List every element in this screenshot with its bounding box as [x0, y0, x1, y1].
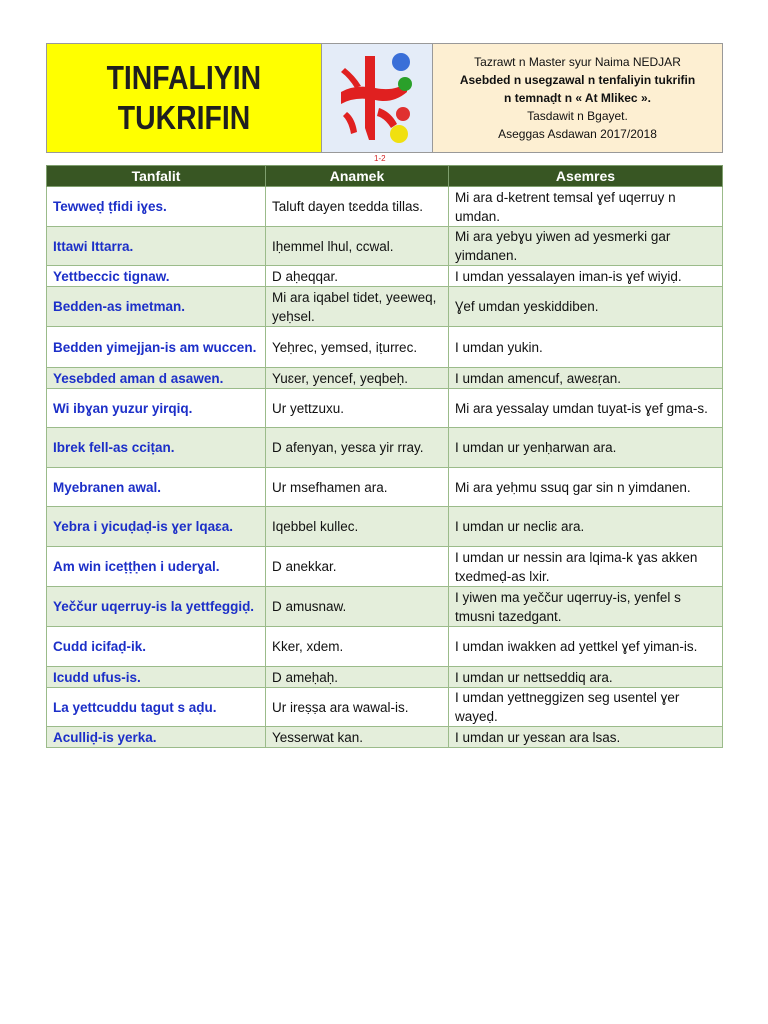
column-header: Anamek [266, 166, 449, 187]
table-row [47, 667, 723, 688]
term-cell: Yebra i yicuḍaḍ-is ɣer lqaɛa. [47, 507, 266, 547]
meaning-cell: Ur yettzuxu. [266, 389, 449, 428]
table-row [47, 389, 723, 428]
meaning-cell: D aḥeqqar. [266, 266, 449, 287]
usage-cell: I umdan ur yesɛan ara lsas. [449, 727, 723, 748]
term-cell: Ibrek fell-as cciṭan. [47, 428, 266, 468]
title-box [47, 44, 322, 152]
usage-cell: I umdan yukin. [449, 327, 723, 368]
table-row [47, 468, 723, 507]
table-row [47, 187, 723, 227]
info-line: Tazrawt n Master syur Naima NEDJAR [474, 55, 681, 69]
term-cell: Myebranen awal. [47, 468, 266, 507]
term-cell: La yettcuddu tagut s aḍu. [47, 688, 266, 727]
meaning-cell: Mi ara iqabel tidet, yeeweq, yeḥsel. [266, 287, 449, 327]
meaning-cell: D ameḥaḥ. [266, 667, 449, 688]
usage-cell: Ɣef umdan yeskiddiben. [449, 287, 723, 327]
usage-cell: I umdan amencuf, aweɛṛan. [449, 368, 723, 389]
table-row [47, 368, 723, 389]
term-cell: Yettbeccic tignaw. [47, 266, 266, 287]
meaning-cell: Iḥemmel lhul, ccwal. [266, 227, 449, 266]
page-number: 1-2 [374, 154, 386, 163]
usage-cell: Mi ara d-ketrent temsal ɣef uqerruy n umdan. [449, 187, 723, 227]
column-header: Asemres [449, 166, 723, 187]
usage-cell: I umdan yessalayen iman-is ɣef wiyiḍ. [449, 266, 723, 287]
column-header: Tanfalit [47, 166, 266, 187]
table-row [47, 587, 723, 627]
info-line: n temnaḍt n « At Mlikec ». [504, 91, 651, 105]
table-row [47, 428, 723, 468]
table-header-row [47, 166, 723, 187]
info-line: Aseggas Asdawan 2017/2018 [498, 127, 657, 141]
usage-cell: I umdan iwakken ad yettkel ɣef yiman-is. [449, 627, 723, 667]
thesis-info [433, 44, 722, 152]
term-cell: Bedden-as imetman. [47, 287, 266, 327]
info-line: Asebded n usegzawal n tenfaliyin tukrifin [459, 73, 696, 87]
usage-cell: Mi ara yessalay umdan tuyat-is ɣef gma-s. [449, 389, 723, 428]
term-cell: Bedden yimejjan-is am wuccen. [47, 327, 266, 368]
term-cell: Ittawi Ittarra. [47, 227, 266, 266]
meaning-cell: Yuɛer, yencef, yeqbeḥ. [266, 368, 449, 389]
table-row [47, 547, 723, 587]
table-row [47, 507, 723, 547]
usage-cell: I umdan yettneggizen seg usentel ɣer wayeḍ. [449, 688, 723, 727]
usage-cell: I umdan ur nessin ara lqima-k ɣas akken txedmeḍ-as lxir. [449, 547, 723, 587]
usage-cell: I umdan ur yenḥarwan ara. [449, 428, 723, 468]
usage-cell: I yiwen ma yeččur uqerruy-is, yenfel s tmusni tazedgant. [449, 587, 723, 627]
tifinagh-logo-icon [335, 48, 419, 148]
meaning-cell: Yeḥrec, yemsed, iṭurrec. [266, 327, 449, 368]
meaning-cell: D anekkar. [266, 547, 449, 587]
document-header [46, 43, 723, 153]
usage-cell: I umdan ur nettseddiq ara. [449, 667, 723, 688]
usage-cell: I umdan ur necliɛ ara. [449, 507, 723, 547]
title-line-1: TINFALIYIN [106, 59, 262, 96]
meaning-cell: Iqebbel kullec. [266, 507, 449, 547]
table-row [47, 287, 723, 327]
term-cell: Am win iceṭṭḥen i uderɣal. [47, 547, 266, 587]
meaning-cell: Kker, xdem. [266, 627, 449, 667]
table-row [47, 688, 723, 727]
table-row [47, 327, 723, 368]
term-cell: Tewweḍ ṭfidi iɣes. [47, 187, 266, 227]
table-row [47, 627, 723, 667]
meaning-cell: D afenyan, yesɛa yir rray. [266, 428, 449, 468]
glossary-table [46, 165, 723, 748]
term-cell: Aculliḍ-is yerka. [47, 727, 266, 748]
table-row [47, 727, 723, 748]
meaning-cell: Ur ireṣṣa ara wawal-is. [266, 688, 449, 727]
meaning-cell: Taluft dayen tɛedda tillas. [266, 187, 449, 227]
term-cell: Yeččur uqerruy-is la yettfeggiḍ. [47, 587, 266, 627]
meaning-cell: D amusnaw. [266, 587, 449, 627]
info-line: Tasdawit n Bgayet. [527, 109, 628, 123]
usage-cell: Mi ara yebɣu yiwen ad yesmerki gar yimdanen. [449, 227, 723, 266]
logo [322, 44, 433, 152]
title-line-2: TUKRIFIN [117, 99, 251, 136]
term-cell: Icudd ufus-is. [47, 667, 266, 688]
table-row [47, 227, 723, 266]
meaning-cell: Ur msefhamen ara. [266, 468, 449, 507]
meaning-cell: Yesserwat kan. [266, 727, 449, 748]
term-cell: Wi ibɣan yuzur yirqiq. [47, 389, 266, 428]
table-row [47, 266, 723, 287]
term-cell: Cudd icifaḍ-ik. [47, 627, 266, 667]
term-cell: Yesebded aman d asawen. [47, 368, 266, 389]
usage-cell: Mi ara yeḥmu ssuq gar sin n yimdanen. [449, 468, 723, 507]
